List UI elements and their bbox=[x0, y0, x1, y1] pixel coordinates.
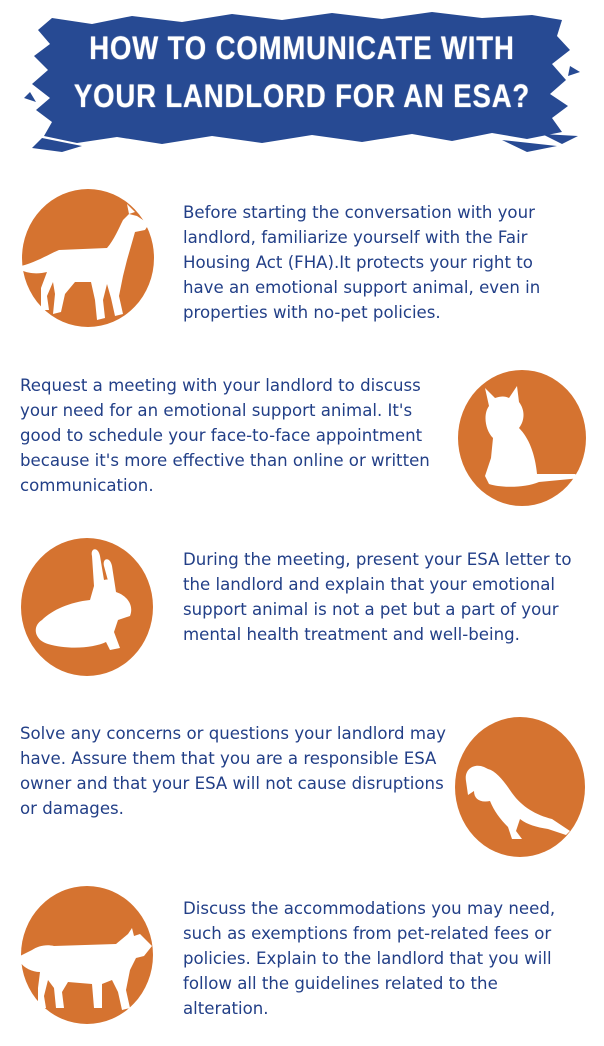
step-3-circle bbox=[18, 536, 156, 678]
title-line-1: HOW TO COMMUNICATE WITH bbox=[89, 30, 515, 66]
step-3-text: During the meeting, present your ESA letter to the landlord and explain that your emotional support animal is not a pet but a part of your mental health treatment and well-being. bbox=[183, 550, 572, 644]
step-4-text: Solve any concerns or questions your landlord may have. Assure them that you are a responsible ESA owner and that your ESA will not cause disruptions or damages. bbox=[20, 724, 447, 818]
step-5-circle bbox=[18, 884, 156, 1026]
step-5-text: Discuss the accommodations you may need, such as exemptions from pet-related fees or policies. Explain to the landlord that you will follow all the guidelines related to the alteration. bbox=[183, 899, 556, 1018]
step-2-text: Request a meeting with your landlord to discuss your need for an emotional support animal. It's good to schedule your face-to-face appointment because it's more effective than online or written communication. bbox=[20, 376, 430, 495]
step-4-circle bbox=[452, 715, 588, 859]
title-line-2: YOUR LANDLORD FOR AN ESA? bbox=[73, 78, 531, 114]
step-2-circle bbox=[455, 368, 589, 508]
step-1-circle bbox=[19, 188, 157, 329]
step-1-text: Before starting the conversation with your landlord, familiarize yourself with the Fair Housing Act (FHA).It protects your right to have an emotional support animal, even in properties with no-pet policies. bbox=[183, 203, 541, 322]
